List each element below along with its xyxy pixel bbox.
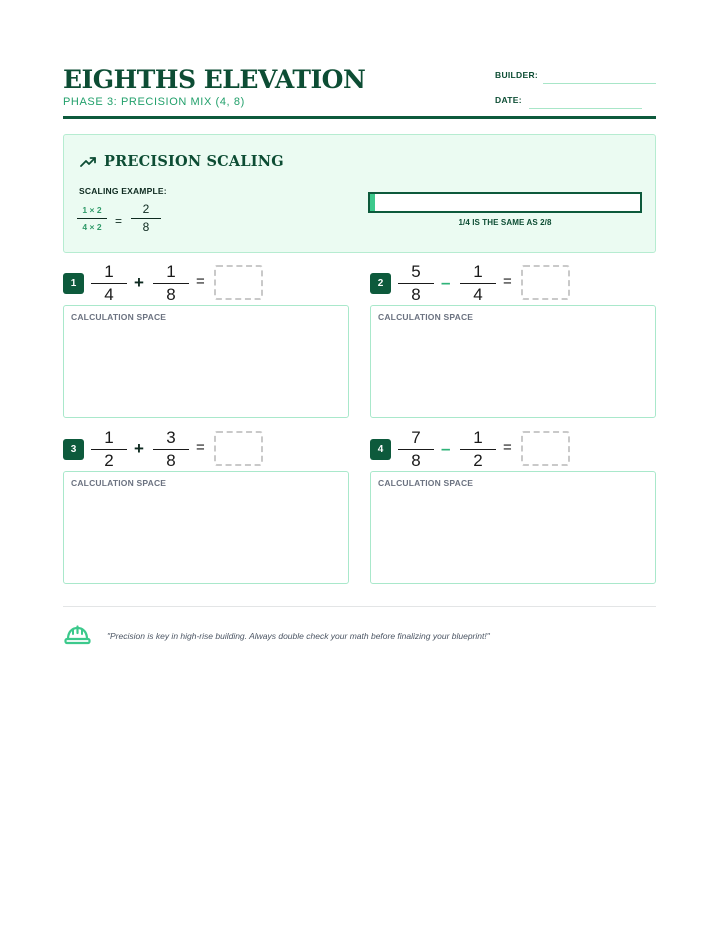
fraction-bar bbox=[77, 218, 107, 219]
footer-quote: "Precision is key in high-rise building. Always double check your math before finalizing your blueprint!" bbox=[107, 631, 490, 641]
operator-minus: – bbox=[441, 273, 451, 292]
fraction-bar bbox=[460, 283, 496, 284]
example-result-fraction bbox=[131, 202, 161, 235]
calculation-space[interactable] bbox=[370, 305, 656, 418]
fraction-bar bbox=[153, 283, 189, 284]
denominator: 2 bbox=[473, 451, 483, 470]
problem-number-badge: 1 bbox=[63, 273, 84, 294]
numerator: 5 bbox=[411, 262, 421, 281]
scaling-progress-bar bbox=[368, 192, 642, 213]
fraction-bar bbox=[398, 283, 434, 284]
page-title: EIGHTHS ELEVATION bbox=[63, 65, 366, 94]
answer-box[interactable] bbox=[214, 265, 263, 300]
equals-sign: = bbox=[503, 439, 512, 456]
scaling-panel bbox=[63, 134, 656, 253]
result-denominator: 8 bbox=[142, 220, 150, 234]
example-numerator: 1 × 2 bbox=[82, 205, 102, 215]
calculation-space-label: CALCULATION SPACE bbox=[378, 478, 474, 488]
calculation-space-label: CALCULATION SPACE bbox=[71, 312, 167, 322]
scaling-heading bbox=[80, 153, 284, 170]
denominator: 4 bbox=[473, 285, 483, 304]
worksheet-header bbox=[63, 66, 656, 120]
example-equals: = bbox=[115, 214, 123, 228]
fraction-bar bbox=[460, 449, 496, 450]
fraction-b bbox=[153, 262, 189, 304]
problem-number-badge: 2 bbox=[370, 273, 391, 294]
fraction-bar bbox=[153, 449, 189, 450]
denominator: 8 bbox=[166, 451, 176, 470]
operator-minus: – bbox=[441, 439, 451, 458]
fraction-bar bbox=[91, 283, 127, 284]
fraction-a bbox=[91, 262, 127, 304]
numerator: 1 bbox=[166, 262, 176, 281]
answer-box[interactable] bbox=[521, 431, 570, 466]
numerator: 7 bbox=[411, 428, 421, 447]
trend-up-icon bbox=[80, 156, 96, 168]
numerator: 1 bbox=[473, 262, 483, 281]
fraction-b bbox=[460, 262, 496, 304]
calculation-space[interactable] bbox=[370, 471, 656, 584]
fraction-bar bbox=[91, 449, 127, 450]
calculation-space-label: CALCULATION SPACE bbox=[71, 478, 167, 488]
result-numerator: 2 bbox=[142, 202, 150, 216]
fraction-a bbox=[398, 428, 434, 470]
denominator: 2 bbox=[104, 451, 114, 470]
builder-label: BUILDER: bbox=[495, 70, 539, 80]
calculation-space[interactable] bbox=[63, 471, 349, 584]
example-scaled-fraction bbox=[77, 204, 107, 233]
builder-field[interactable] bbox=[543, 83, 656, 84]
fraction-a bbox=[398, 262, 434, 304]
equals-sign: = bbox=[503, 273, 512, 290]
fraction-bar bbox=[398, 449, 434, 450]
numerator: 1 bbox=[473, 428, 483, 447]
problem-number-badge: 3 bbox=[63, 439, 84, 460]
problem-number-badge: 4 bbox=[370, 439, 391, 460]
scaling-example-label: SCALING EXAMPLE: bbox=[79, 186, 167, 196]
fraction-b bbox=[460, 428, 496, 470]
numerator: 1 bbox=[104, 428, 114, 447]
date-label: DATE: bbox=[495, 95, 522, 105]
fraction-b bbox=[153, 428, 189, 470]
denominator: 8 bbox=[166, 285, 176, 304]
page-subtitle: PHASE 3: PRECISION MIX (4, 8) bbox=[63, 96, 245, 108]
numerator: 3 bbox=[166, 428, 176, 447]
header-divider bbox=[63, 116, 656, 119]
equals-sign: = bbox=[196, 273, 205, 290]
date-field[interactable] bbox=[529, 108, 642, 109]
operator-plus: + bbox=[134, 439, 144, 458]
scaling-caption: 1/4 IS THE SAME AS 2/8 bbox=[458, 218, 552, 227]
denominator: 8 bbox=[411, 285, 421, 304]
equals-sign: = bbox=[196, 439, 205, 456]
hard-hat-icon bbox=[64, 624, 91, 646]
fraction-a bbox=[91, 428, 127, 470]
footer-divider bbox=[63, 606, 656, 607]
fraction-bar bbox=[131, 218, 161, 219]
example-denominator: 4 × 2 bbox=[82, 222, 102, 232]
progress-fill bbox=[370, 194, 375, 211]
calculation-space-label: CALCULATION SPACE bbox=[378, 312, 474, 322]
operator-plus: + bbox=[134, 273, 144, 292]
answer-box[interactable] bbox=[214, 431, 263, 466]
scaling-title: PRECISION SCALING bbox=[104, 153, 284, 170]
answer-box[interactable] bbox=[521, 265, 570, 300]
numerator: 1 bbox=[104, 262, 114, 281]
denominator: 4 bbox=[104, 285, 114, 304]
denominator: 8 bbox=[411, 451, 421, 470]
calculation-space[interactable] bbox=[63, 305, 349, 418]
